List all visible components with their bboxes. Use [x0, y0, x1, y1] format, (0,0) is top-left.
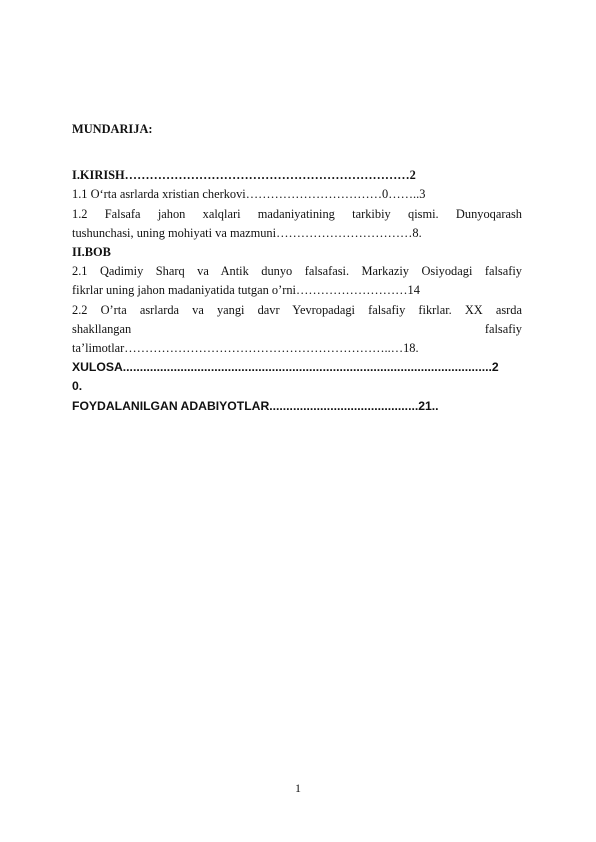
table-of-contents	[72, 120, 522, 416]
toc-entry-2-1-line2: fikrlar uning jahon madaniyatida tutgan o’rni………………………14	[72, 283, 420, 298]
page-number: 1	[295, 781, 301, 795]
toc-entry-2-2-word-left: shakllangan	[72, 321, 132, 336]
toc-entry-xulosa-page: 0.	[72, 379, 83, 394]
toc-entry-2-2-word-right: falsafiy	[484, 321, 522, 336]
toc-entry-xulosa: XULOSA.............................................................................................................2	[72, 360, 499, 375]
toc-entry-2-1-line1: 2.1 Qadimiy Sharq va Antik dunyo falsafasi. Markaziy Osiyodagi falsafiy	[72, 264, 522, 279]
toc-entry-2-2-line3: ta’limotlar………………………………………………………..…18.	[72, 341, 419, 356]
toc-title: MUNDARIJA:	[72, 122, 153, 136]
toc-entry-1-2-line2: tushunchasi, uning mohiyati va mazmuni……………………………8.	[72, 225, 422, 240]
toc-entry-bob-2: II.BOB	[72, 245, 111, 260]
toc-entry-1-2-line1: 1.2 Falsafa jahon xalqlari madaniyatining tarkibiy qismi. Dunyoqarash	[72, 206, 522, 221]
toc-entry-adabiyotlar: FOYDALANILGAN ADABIYOTLAR............................................21..	[72, 398, 439, 413]
toc-entry-1-1: 1.1 O‘rta asrlarda xristian cherkovi……………………………0……..3	[72, 187, 426, 202]
toc-entry-2-2-line1: 2.2 O’rta asrlarda va yangi davr Yevropadagi falsafiy fikrlar. XX asrda	[72, 302, 522, 317]
toc-entry-kirish: I.KIRISH……………………………………………………………2	[72, 168, 416, 183]
toc-entry-2-2-line2	[72, 320, 522, 339]
